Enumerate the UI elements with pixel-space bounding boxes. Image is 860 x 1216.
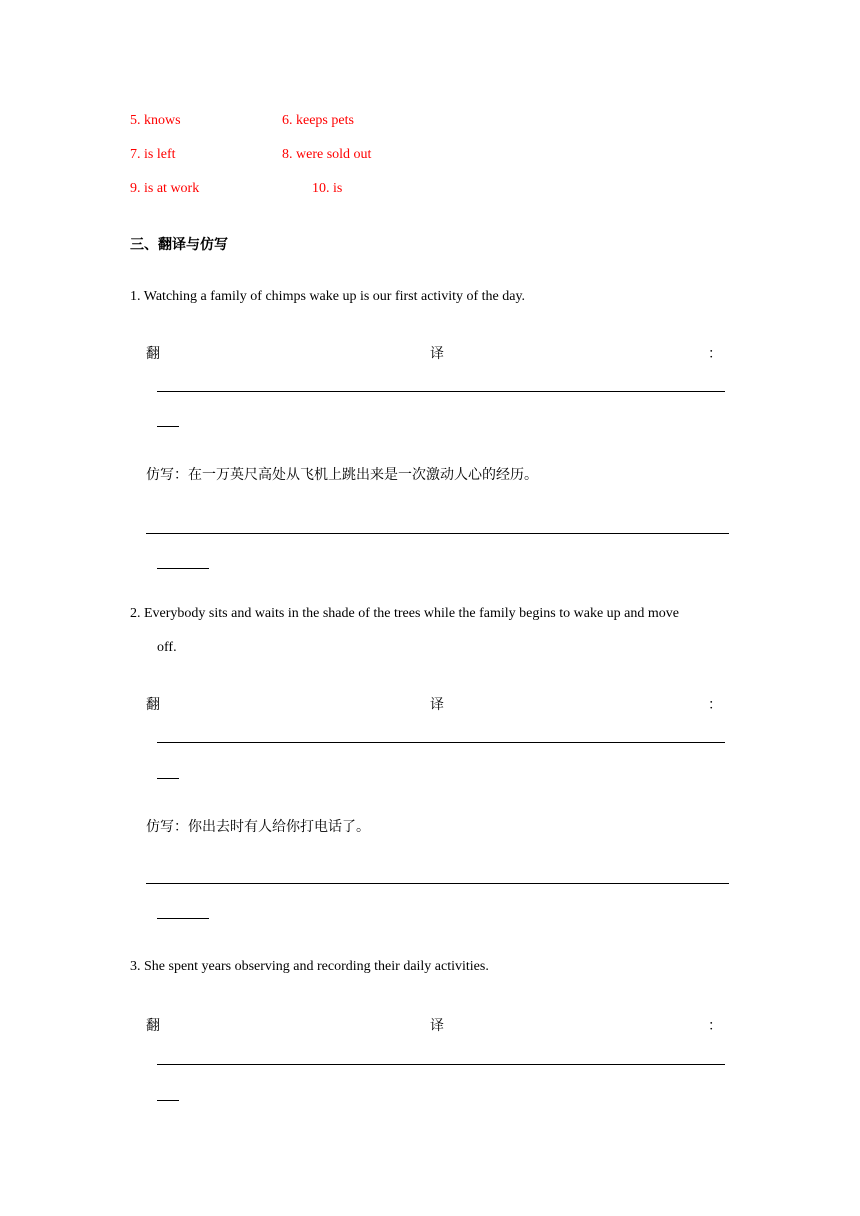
item-2-translate-answer-line-cont[interactable] [157, 778, 179, 779]
item-3-colon: ： [708, 1018, 722, 1034]
answer-10: 10. is [312, 181, 343, 196]
answer-6: 6. keeps pets [282, 113, 354, 128]
item-3-yi-label: 译 [430, 1018, 444, 1034]
item-3-fan-label: 翻 [146, 1018, 160, 1034]
item-1-imitate-answer-line[interactable] [146, 533, 729, 534]
item-2-imitate-answer-line-cont[interactable] [157, 918, 209, 919]
item-1-translate-answer-line-cont[interactable] [157, 426, 179, 427]
section-heading: 三、翻译与仿写 [130, 237, 228, 253]
item-1-fan-label: 翻 [146, 346, 160, 362]
item-2-english-cont: off. [157, 640, 177, 655]
item-3-english: 3. She spent years observing and recording their daily activities. [130, 959, 489, 974]
item-3-translate-answer-line[interactable] [157, 1064, 725, 1065]
item-1-yi-label: 译 [430, 346, 444, 362]
item-2-imitate-text: 你出去时有人给你打电话了。 [188, 819, 370, 835]
item-2-imitate [146, 816, 370, 836]
item-1-translate-answer-line[interactable] [157, 391, 725, 392]
item-2-yi-label: 译 [430, 697, 444, 713]
item-2-english: 2. Everybody sits and waits in the shade of the trees while the family begins to wake up and move [130, 606, 679, 621]
answer-7: 7. is left [130, 147, 176, 162]
imitate-prefix: 仿写： [146, 819, 188, 835]
item-2-fan-label: 翻 [146, 697, 160, 713]
item-1-imitate [146, 464, 538, 484]
item-2-translate-answer-line[interactable] [157, 742, 725, 743]
item-3-translate-answer-line-cont[interactable] [157, 1100, 179, 1101]
item-2-colon: ： [708, 697, 722, 713]
item-1-imitate-answer-line-cont[interactable] [157, 568, 209, 569]
answer-9: 9. is at work [130, 181, 200, 196]
answer-8: 8. were sold out [282, 147, 372, 162]
imitate-prefix: 仿写： [146, 467, 188, 483]
item-1-colon: ： [708, 346, 722, 362]
item-2-imitate-answer-line[interactable] [146, 883, 729, 884]
item-1-english: 1. Watching a family of chimps wake up is our first activity of the day. [130, 289, 526, 304]
item-1-imitate-text: 在一万英尺高处从飞机上跳出来是一次激动人心的经历。 [188, 467, 538, 483]
answer-5: 5. knows [130, 113, 181, 128]
